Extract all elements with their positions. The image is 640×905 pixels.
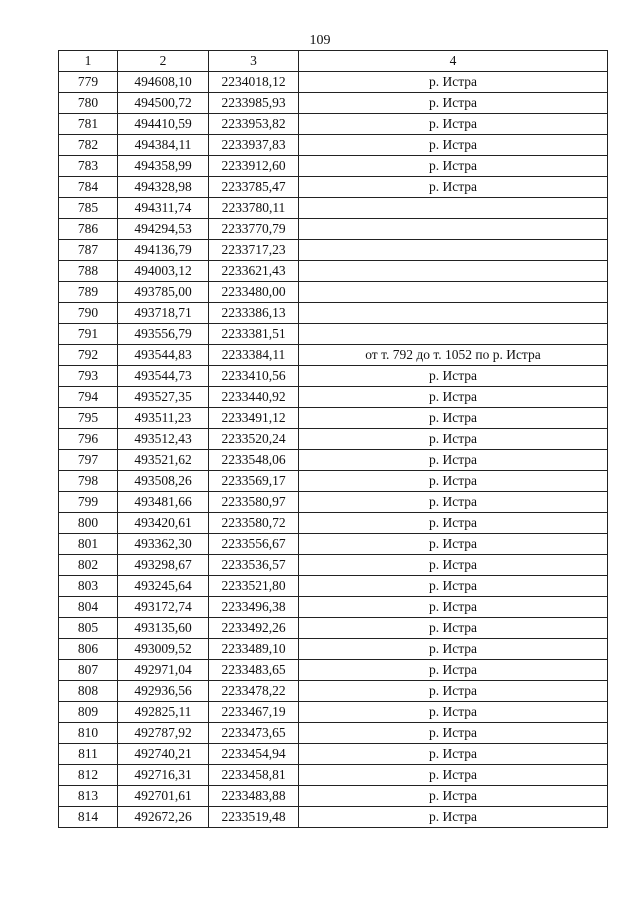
y-coordinate-cell: 2233483,65	[209, 660, 299, 681]
point-number-cell: 810	[59, 723, 118, 744]
column-header-1: 1	[59, 51, 118, 72]
table-row	[59, 744, 608, 765]
point-number-cell: 799	[59, 492, 118, 513]
point-number-cell: 780	[59, 93, 118, 114]
x-coordinate-cell: 493527,35	[118, 387, 209, 408]
table-row	[59, 282, 608, 303]
x-coordinate-cell: 492971,04	[118, 660, 209, 681]
x-coordinate-cell: 494608,10	[118, 72, 209, 93]
point-number-cell: 813	[59, 786, 118, 807]
point-number-cell: 800	[59, 513, 118, 534]
x-coordinate-cell: 493420,61	[118, 513, 209, 534]
y-coordinate-cell: 2233478,22	[209, 681, 299, 702]
y-coordinate-cell: 2233384,11	[209, 345, 299, 366]
point-number-cell: 782	[59, 135, 118, 156]
table-row	[59, 303, 608, 324]
point-number-cell: 792	[59, 345, 118, 366]
x-coordinate-cell: 493172,74	[118, 597, 209, 618]
y-coordinate-cell: 2233912,60	[209, 156, 299, 177]
x-coordinate-cell: 493556,79	[118, 324, 209, 345]
y-coordinate-cell: 2233580,97	[209, 492, 299, 513]
y-coordinate-cell: 2233410,56	[209, 366, 299, 387]
point-number-cell: 812	[59, 765, 118, 786]
point-number-cell: 804	[59, 597, 118, 618]
table-row	[59, 261, 608, 282]
y-coordinate-cell: 2233496,38	[209, 597, 299, 618]
table-row	[59, 387, 608, 408]
x-coordinate-cell: 492740,21	[118, 744, 209, 765]
description-cell: р. Истра	[299, 72, 608, 93]
table-row	[59, 450, 608, 471]
y-coordinate-cell: 2233492,26	[209, 618, 299, 639]
description-cell: р. Истра	[299, 135, 608, 156]
table-row	[59, 681, 608, 702]
description-cell: р. Истра	[299, 555, 608, 576]
point-number-cell: 802	[59, 555, 118, 576]
description-cell: р. Истра	[299, 513, 608, 534]
point-number-cell: 808	[59, 681, 118, 702]
point-number-cell: 807	[59, 660, 118, 681]
y-coordinate-cell: 2233454,94	[209, 744, 299, 765]
description-cell: р. Истра	[299, 765, 608, 786]
x-coordinate-cell: 494328,98	[118, 177, 209, 198]
description-cell: р. Истра	[299, 786, 608, 807]
column-header-2: 2	[118, 51, 209, 72]
x-coordinate-cell: 493009,52	[118, 639, 209, 660]
y-coordinate-cell: 2233985,93	[209, 93, 299, 114]
x-coordinate-cell: 492787,92	[118, 723, 209, 744]
y-coordinate-cell: 2233381,51	[209, 324, 299, 345]
y-coordinate-cell: 2233519,48	[209, 807, 299, 828]
point-number-cell: 794	[59, 387, 118, 408]
x-coordinate-cell: 494136,79	[118, 240, 209, 261]
y-coordinate-cell: 2233491,12	[209, 408, 299, 429]
y-coordinate-cell: 2233473,65	[209, 723, 299, 744]
point-number-cell: 803	[59, 576, 118, 597]
x-coordinate-cell: 494294,53	[118, 219, 209, 240]
description-cell	[299, 219, 608, 240]
description-cell: р. Истра	[299, 450, 608, 471]
table-row	[59, 576, 608, 597]
x-coordinate-cell: 492716,31	[118, 765, 209, 786]
page-number: 109	[309, 33, 331, 48]
y-coordinate-cell: 2233520,24	[209, 429, 299, 450]
x-coordinate-cell: 493511,23	[118, 408, 209, 429]
point-number-cell: 785	[59, 198, 118, 219]
description-cell: р. Истра	[299, 534, 608, 555]
table-row	[59, 723, 608, 744]
y-coordinate-cell: 2233548,06	[209, 450, 299, 471]
point-number-cell: 809	[59, 702, 118, 723]
point-number-cell: 788	[59, 261, 118, 282]
x-coordinate-cell: 494384,11	[118, 135, 209, 156]
point-number-cell: 811	[59, 744, 118, 765]
y-coordinate-cell: 2233569,17	[209, 471, 299, 492]
x-coordinate-cell: 493135,60	[118, 618, 209, 639]
point-number-cell: 796	[59, 429, 118, 450]
x-coordinate-cell: 493521,62	[118, 450, 209, 471]
x-coordinate-cell: 494358,99	[118, 156, 209, 177]
table-row	[59, 702, 608, 723]
description-cell	[299, 282, 608, 303]
description-cell: р. Истра	[299, 744, 608, 765]
x-coordinate-cell: 492672,26	[118, 807, 209, 828]
point-number-cell: 793	[59, 366, 118, 387]
table-row	[59, 597, 608, 618]
y-coordinate-cell: 2233937,83	[209, 135, 299, 156]
description-cell: р. Истра	[299, 660, 608, 681]
point-number-cell: 784	[59, 177, 118, 198]
description-cell: р. Истра	[299, 576, 608, 597]
x-coordinate-cell: 492701,61	[118, 786, 209, 807]
y-coordinate-cell: 2233717,23	[209, 240, 299, 261]
point-number-cell: 783	[59, 156, 118, 177]
y-coordinate-cell: 2233521,80	[209, 576, 299, 597]
x-coordinate-cell: 492825,11	[118, 702, 209, 723]
y-coordinate-cell: 2233953,82	[209, 114, 299, 135]
point-number-cell: 786	[59, 219, 118, 240]
y-coordinate-cell: 2233536,57	[209, 555, 299, 576]
table-row	[59, 639, 608, 660]
table-body	[59, 72, 608, 828]
table-row	[59, 240, 608, 261]
x-coordinate-cell: 494500,72	[118, 93, 209, 114]
x-coordinate-cell: 494311,74	[118, 198, 209, 219]
table-row	[59, 93, 608, 114]
point-number-cell: 814	[59, 807, 118, 828]
point-number-cell: 779	[59, 72, 118, 93]
description-cell	[299, 303, 608, 324]
coordinates-table	[58, 50, 608, 828]
y-coordinate-cell: 2233467,19	[209, 702, 299, 723]
y-coordinate-cell: 2233480,00	[209, 282, 299, 303]
description-cell: р. Истра	[299, 618, 608, 639]
description-cell: р. Истра	[299, 366, 608, 387]
x-coordinate-cell: 493298,67	[118, 555, 209, 576]
y-coordinate-cell: 2233556,67	[209, 534, 299, 555]
table-row	[59, 618, 608, 639]
description-cell	[299, 324, 608, 345]
point-number-cell: 781	[59, 114, 118, 135]
description-cell: р. Истра	[299, 177, 608, 198]
x-coordinate-cell: 492936,56	[118, 681, 209, 702]
description-cell: р. Истра	[299, 429, 608, 450]
description-cell: р. Истра	[299, 471, 608, 492]
y-coordinate-cell: 2233785,47	[209, 177, 299, 198]
header-row	[59, 51, 608, 72]
table-row	[59, 429, 608, 450]
table-row	[59, 366, 608, 387]
description-cell: р. Истра	[299, 93, 608, 114]
table-row	[59, 534, 608, 555]
table-row	[59, 345, 608, 366]
column-header-3: 3	[209, 51, 299, 72]
table-row	[59, 513, 608, 534]
column-header-4: 4	[299, 51, 608, 72]
table-row	[59, 72, 608, 93]
table-row	[59, 786, 608, 807]
table-row	[59, 177, 608, 198]
point-number-cell: 791	[59, 324, 118, 345]
description-cell: р. Истра	[299, 408, 608, 429]
point-number-cell: 789	[59, 282, 118, 303]
point-number-cell: 798	[59, 471, 118, 492]
description-cell	[299, 240, 608, 261]
description-cell: р. Истра	[299, 156, 608, 177]
table-row	[59, 198, 608, 219]
table-row	[59, 156, 608, 177]
table-row	[59, 408, 608, 429]
table-row	[59, 765, 608, 786]
description-cell: р. Истра	[299, 387, 608, 408]
y-coordinate-cell: 2233483,88	[209, 786, 299, 807]
point-number-cell: 797	[59, 450, 118, 471]
x-coordinate-cell: 493508,26	[118, 471, 209, 492]
x-coordinate-cell: 494003,12	[118, 261, 209, 282]
x-coordinate-cell: 493785,00	[118, 282, 209, 303]
x-coordinate-cell: 493362,30	[118, 534, 209, 555]
point-number-cell: 795	[59, 408, 118, 429]
x-coordinate-cell: 493245,64	[118, 576, 209, 597]
table-row	[59, 555, 608, 576]
y-coordinate-cell: 2233489,10	[209, 639, 299, 660]
x-coordinate-cell: 493481,66	[118, 492, 209, 513]
point-number-cell: 801	[59, 534, 118, 555]
y-coordinate-cell: 2233386,13	[209, 303, 299, 324]
description-cell: р. Истра	[299, 114, 608, 135]
table-row	[59, 492, 608, 513]
table-row	[59, 660, 608, 681]
description-cell	[299, 198, 608, 219]
description-cell: р. Истра	[299, 723, 608, 744]
description-cell: р. Истра	[299, 492, 608, 513]
x-coordinate-cell: 494410,59	[118, 114, 209, 135]
description-cell: р. Истра	[299, 639, 608, 660]
table-row	[59, 471, 608, 492]
description-cell: р. Истра	[299, 681, 608, 702]
table-row	[59, 807, 608, 828]
description-cell: р. Истра	[299, 702, 608, 723]
point-number-cell: 787	[59, 240, 118, 261]
x-coordinate-cell: 493718,71	[118, 303, 209, 324]
description-cell	[299, 261, 608, 282]
x-coordinate-cell: 493512,43	[118, 429, 209, 450]
y-coordinate-cell: 2233780,11	[209, 198, 299, 219]
description-cell: от т. 792 до т. 1052 по р. Истра	[299, 345, 608, 366]
y-coordinate-cell: 2233458,81	[209, 765, 299, 786]
x-coordinate-cell: 493544,73	[118, 366, 209, 387]
y-coordinate-cell: 2233580,72	[209, 513, 299, 534]
description-cell: р. Истра	[299, 597, 608, 618]
point-number-cell: 790	[59, 303, 118, 324]
point-number-cell: 805	[59, 618, 118, 639]
y-coordinate-cell: 2233621,43	[209, 261, 299, 282]
x-coordinate-cell: 493544,83	[118, 345, 209, 366]
table-row	[59, 135, 608, 156]
table-row	[59, 219, 608, 240]
y-coordinate-cell: 2233440,92	[209, 387, 299, 408]
y-coordinate-cell: 2234018,12	[209, 72, 299, 93]
table-row	[59, 114, 608, 135]
table-row	[59, 324, 608, 345]
description-cell: р. Истра	[299, 807, 608, 828]
y-coordinate-cell: 2233770,79	[209, 219, 299, 240]
table-header	[59, 51, 608, 72]
point-number-cell: 806	[59, 639, 118, 660]
